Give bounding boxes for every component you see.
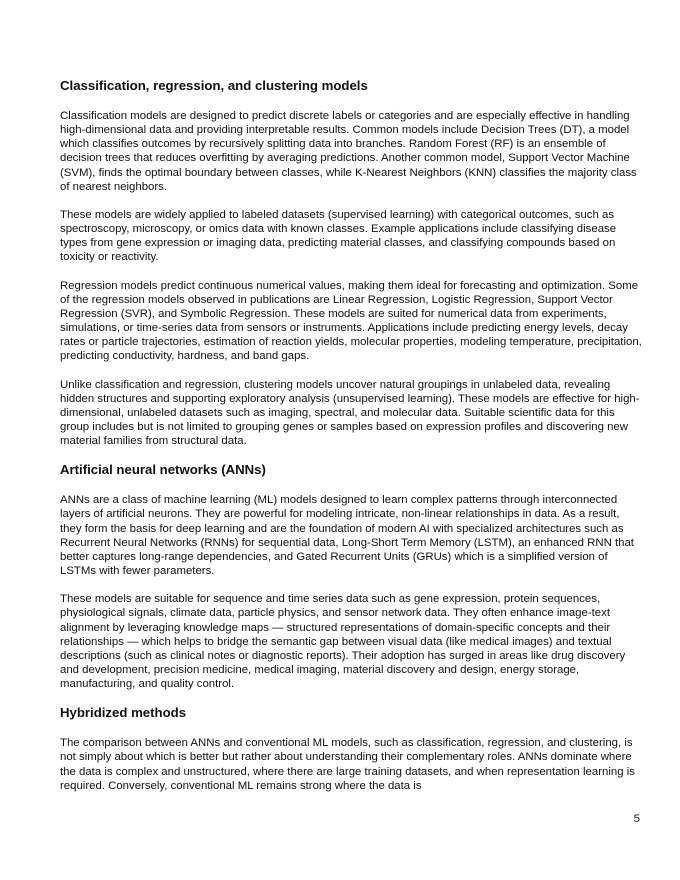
- paragraph: Classification models are designed to predict discrete labels or categories and are especially effective in handling high-dimensional data and providing interpretable results. Common models include Decision Trees (DT), a model which classifies outcomes by recursively splitting data into branches. Random Forest (RF) is an ensemble of decision trees that reduces overfitting by averaging predictions. Another common model, Support Vector Machine (SVM), finds the optimal boundary between classes, while K-Nearest Neighbors (KNN) classifies the majority class of nearest neighbors.: [60, 110, 637, 193]
- paragraph: These models are suitable for sequence and time series data such as gene expression, protein sequences, physiological signals, climate data, particle physics, and sensor network data. They often enhance image-text alignment by leveraging knowledge maps — structured representations of domain-specific concepts and their relationships — which helps to bridge the semantic gap between visual data (like medical images) and textual descriptions (such as clinical notes or diagnostic reports). Their adoption has surged in areas like drug discovery and development, precision medicine, medical imaging, material discovery and design, energy storage, manufacturing, and quality control.: [60, 593, 626, 691]
- paragraph: These models are widely applied to labeled datasets (supervised learning) with categorical outcomes, such as spectroscopy, microscopy, or omics data with known classes. Example applications include classifying disease types from gene expression or imaging data, predicting material classes, and classifying compounds based on toxicity or reactivity.: [60, 208, 617, 264]
- section-heading: Hybridized methods: [60, 705, 187, 721]
- paragraph: Regression models predict continuous numerical values, making them ideal for forecasting and optimization. Some of the regression models observed in publications are Linear Regression, Logistic Regression, Support Vector Regression (SVR), and Symbolic Regression. These models are suited for numerical data from experiments, simulations, or time-series data from sensors or instruments. Applications include predicting energy levels, decay rates or particle trajectories, estimation of reaction yields, molecular properties, modeling temperature, precipitation, predicting conductivity, hardness, and band gaps.: [60, 279, 642, 363]
- paragraph: Unlike classification and regression, clustering models uncover natural groupings in unlabeled data, revealing hidden structures and supporting exploratory analysis (unsupervised learning). These models are effective for high-dimensional, unlabeled datasets such as imaging, spectral, and molecular data. Suitable scientific data for this group includes but is not limited to grouping genes or samples based on expression profiles and discovering new material families from structural data.: [60, 378, 640, 448]
- section-hybridized-methods: [60, 705, 642, 793]
- section-classification-regression-clustering: [60, 78, 642, 448]
- page-number: 5: [633, 813, 640, 825]
- section-artificial-neural-networks: [60, 462, 642, 691]
- section-heading: Artificial neural networks (ANNs): [60, 462, 266, 478]
- section-heading: Classification, regression, and clustering models: [60, 78, 368, 93]
- paragraph: ANNs are a class of machine learning (ML) models designed to learn complex patterns through interconnected layers of artificial neurons. They are powerful for modeling intricate, non-linear relationships in data. As a result, they form the basis for deep learning and are the foundation of modern AI with specialized architectures such as Recurrent Neural Networks (RNNs) for sequential data, Long-Short Term Memory (LSTM), an enhanced RNN that better captures long-range dependencies, and Gated Recurrent Units (GRUs) which is a simplified version of LSTMs with fewer parameters.: [60, 494, 634, 578]
- paragraph: The comparison between ANNs and conventional ML models, such as classification, regression, and clustering, is not simply about which is better but rather about understanding their complementary roles. ANNs dominate where the data is complex and unstructured, where there are large training datasets, and when representation learning is required. Conversely, conventional ML remains strong where the data is: [60, 737, 635, 792]
